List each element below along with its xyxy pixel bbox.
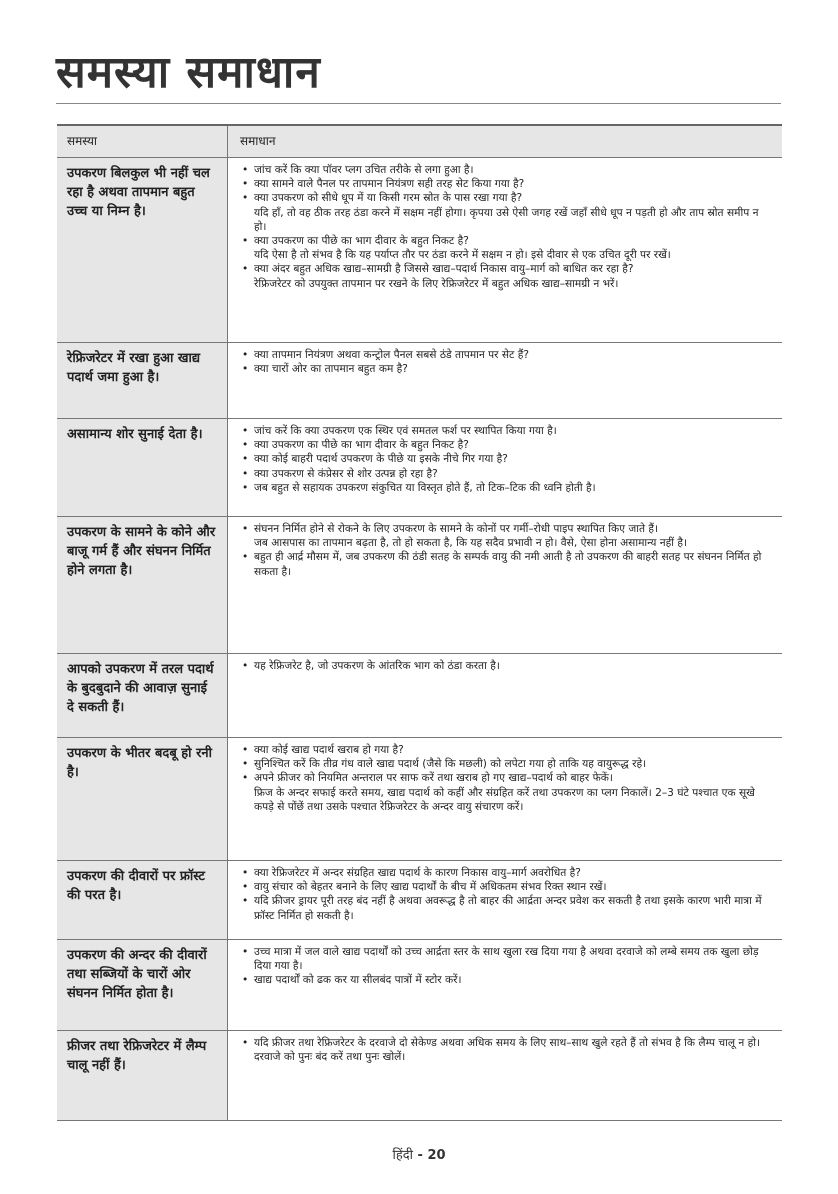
- solution-cell: [228, 517, 782, 653]
- solution-item: • क्या कोई खाद्य पदार्थ खराब हो गया है?: [240, 743, 772, 757]
- problem-cell: उपकरण बिलकुल भी नहीं चल रहा है अथवा तापमान बहुत उच्च या निम्न है।: [57, 158, 228, 342]
- solution-item: • क्या सामने वाले पैनल पर तापमान नियंत्रण सही तरह सेट किया गया है?: [240, 177, 772, 191]
- header-solution: समाधान: [228, 126, 782, 157]
- title-divider: [56, 103, 781, 104]
- solution-item: • क्या उपकरण से कंप्रेसर से शोर उत्पन्न हो रहा है?: [240, 467, 772, 481]
- solution-list: [240, 743, 772, 814]
- solution-cell: [228, 343, 782, 418]
- problem-cell: उपकरण की अन्दर की दीवारों तथा सब्जियों के चारों ओर संघनन निर्मित होता है।: [57, 940, 228, 1030]
- solution-list: [240, 866, 772, 923]
- solution-item: • यदि फ्रीजर ड्रायर पूरी तरह बंद नहीं है अथवा अवरूद्ध है तो बाहर की आर्द्रता अन्दर प्रवेश कर सकती है तथा इसके कारण भारी मात्रा में फ्रॉस्ट निर्मित हो सकती है।: [240, 894, 772, 922]
- table-row: [57, 738, 782, 861]
- solution-item: • यह रेफ्रिजरेट है, जो उपकरण के आंतरिक भाग को ठंडा करता है।: [240, 659, 772, 673]
- solution-item: • वायु संचार को बेहतर बनाने के लिए खाद्य पदार्थों के बीच में अधिकतम संभव रिक्त स्थान रखें।: [240, 880, 772, 894]
- problem-cell: असामान्य शोर सुनाई देता है।: [57, 419, 228, 516]
- solution-item: • खाद्य पदार्थों को ढक कर या सीलबंद पात्रों में स्टोर करें।: [240, 973, 772, 987]
- solution-cell: [228, 1031, 782, 1120]
- solution-cell: [228, 940, 782, 1030]
- page-footer: [0, 1145, 838, 1163]
- solution-detail: जब आसपास का तापमान बढ़ता है, तो हो सकता है, कि यह सदैव प्रभावी न हो। वैसे, ऐसा होना असामान्य नहीं है।: [254, 537, 688, 550]
- problem-cell: उपकरण की दीवारों पर फ्रॉस्ट की परत है।: [57, 861, 228, 939]
- solution-item: • यदि फ्रीजर तथा रेफ्रिजरेटर के दरवाजे दो सेकेण्ड अथवा अधिक समय के लिए साथ–साथ खुले रहते हैं तो संभव है कि लैम्प चालू न हो। दरवाजे को पुनः बंद करें तथा पुनः खोलें।: [240, 1036, 772, 1064]
- problem-cell: फ्रीजर तथा रेफ्रिजरेटर में लैम्प चालू नहीं हैं।: [57, 1031, 228, 1120]
- solution-list: [240, 659, 772, 673]
- solution-item: • क्या उपकरण का पीछे का भाग दीवार के बहुत निकट है? यदि ऐसा है तो संभव है कि यह पर्याप्त तौर पर ठंडा करने में सक्षम न हो। इसे दीवार से एक उचित दूरी पर रखें।: [240, 234, 772, 262]
- page-title: समस्या समाधान: [56, 47, 321, 98]
- table-row: [57, 654, 782, 738]
- table-row: [57, 940, 782, 1031]
- solution-detail: फ्रिज के अन्दर सफाई करते समय, खाद्य पदार्थ को कहीं और संग्रहित करें तथा उपकरण का प्लग निकालें। 2–3 घंटे पश्चात एक सूखे कपड़े से पोंछें तथा उसके पश्चात रेफ्रिजरेटर के अन्दर वायु संचारण करें।: [254, 786, 755, 813]
- solution-list: [240, 348, 772, 376]
- footer-language: हिंदी: [392, 1148, 413, 1163]
- solution-item: • अपने फ्रीजर को नियमित अन्तराल पर साफ करें तथा खराब हो गए खाद्य–पदार्थ को बाहर फेकें। फ्रिज के अन्दर सफाई करते समय, खाद्य पदार्थ को कहीं और संग्रहित करें तथा उपकरण का प्लग निकालें। 2–3 घंटे पश्चात एक सूखे कपड़े से पोंछें तथा उसके पश्चात रेफ्रिजरेटर के अन्दर वायु संचारण करें।: [240, 771, 772, 814]
- solution-list: [240, 163, 772, 291]
- solution-detail: यदि ऐसा है तो संभव है कि यह पर्याप्त तौर पर ठंडा करने में सक्षम न हो। इसे दीवार से एक उचित दूरी पर रखें।: [254, 249, 671, 262]
- table-row: [57, 419, 782, 517]
- solution-cell: [228, 738, 782, 860]
- problem-cell: आपको उपकरण में तरल पदार्थ के बुदबुदाने की आवाज़ सुनाई दे सकती हैं।: [57, 654, 228, 737]
- solution-list: [240, 1036, 772, 1064]
- table-row: [57, 343, 782, 419]
- solution-item: • क्या अंदर बहुत अधिक खाद्य–सामग्री है जिससे खाद्य–पदार्थ निकास वायु–मार्ग को बाधित कर रहा है? रेफ्रिजरेटर को उपयुक्त तापमान पर रखने के लिए रेफ्रिजरेटर में बहुत अधिक खाद्य–सामग्री न भरें।: [240, 262, 772, 290]
- solution-cell: [228, 861, 782, 939]
- table-row: [57, 158, 782, 343]
- table-row: [57, 861, 782, 940]
- page-number: 20: [427, 1148, 446, 1163]
- solution-item: • संघनन निर्मित होने से रोकने के लिए उपकरण के सामने के कोनों पर गर्मी–रोधी पाइप स्थापित किए जाते हैं। जब आसपास का तापमान बढ़ता है, तो हो सकता है, कि यह सदैव प्रभावी न हो। वैसे, ऐसा होना असामान्य नहीं है।: [240, 522, 772, 550]
- solution-item: • क्या उपकरण को सीधे धूप में या किसी गरम स्रोत के पास रखा गया है? यदि हाँ, तो वह ठीक तरह ठंडा करने में सक्षम नहीं होगा। कृपया उसे ऐसी जगह रखें जहाँ सीधे धूप न पड़ती हो और ताप स्रोत समीप न हो।: [240, 191, 772, 234]
- solution-item: • क्या रेफ्रिजरेटर में अन्दर संग्रहित खाद्य पदार्थ के कारण निकास वायु–मार्ग अवरोधित है?: [240, 866, 772, 880]
- solution-list: [240, 424, 772, 495]
- solution-item: • जब बहुत से सहायक उपकरण संकुचित या विस्तृत होते हैं, तो टिक–टिक की ध्वनि होती है।: [240, 481, 772, 495]
- table-row: [57, 517, 782, 654]
- solution-item: • क्या कोई बाहरी पदार्थ उपकरण के पीछे या इसके नीचे गिर गया है?: [240, 452, 772, 466]
- problem-cell: उपकरण के सामने के कोने और बाजू गर्म हैं और संघनन निर्मित होने लगता है।: [57, 517, 228, 653]
- solution-list: [240, 945, 772, 988]
- solution-cell: [228, 419, 782, 516]
- solution-item: • क्या तापमान नियंत्रण अथवा कन्ट्रोल पैनल सबसे ठंडे तापमान पर सेट हैं?: [240, 348, 772, 362]
- solution-item: • जांच करें कि क्या उपकरण एक स्थिर एवं समतल फर्श पर स्थापित किया गया है।: [240, 424, 772, 438]
- solution-item: • क्या उपकरण का पीछे का भाग दीवार के बहुत निकट है?: [240, 438, 772, 452]
- solution-item: • जांच करें कि क्या पॉवर प्लग उचित तरीके से लगा हुआ है।: [240, 163, 772, 177]
- solution-list: [240, 522, 772, 579]
- table-row: [57, 1031, 782, 1121]
- solution-detail: रेफ्रिजरेटर को उपयुक्त तापमान पर रखने के लिए रेफ्रिजरेटर में बहुत अधिक खाद्य–सामग्री न भरें।: [254, 277, 619, 290]
- troubleshooting-table: [57, 124, 782, 1121]
- problem-cell: उपकरण के भीतर बदबू हो रनी है।: [57, 738, 228, 860]
- footer-separator: -: [413, 1148, 428, 1163]
- solution-cell: [228, 158, 782, 342]
- table-header-row: [57, 126, 782, 158]
- solution-item: • सुनिश्चित करें कि तीव्र गंध वाले खाद्य पदार्थ (जैसे कि मछली) को लपेटा गया हो ताकि यह वायुरूद्ध रहे।: [240, 757, 772, 771]
- solution-detail: यदि हाँ, तो वह ठीक तरह ठंडा करने में सक्षम नहीं होगा। कृपया उसे ऐसी जगह रखें जहाँ सीधे धूप न पड़ती हो और ताप स्रोत समीप न हो।: [254, 206, 759, 233]
- solution-item: • बहुत ही आर्द्र मौसम में, जब उपकरण की ठंडी सतह के सम्पर्क वायु की नमी आती है तो उपकरण की बाहरी सतह पर संघनन निर्मित हो सकता है।: [240, 550, 772, 578]
- problem-cell: रेफ्रिजरेटर में रखा हुआ खाद्य पदार्थ जमा हुआ है।: [57, 343, 228, 418]
- solution-cell: [228, 654, 782, 737]
- solution-item: • उच्च मात्रा में जल वाले खाद्य पदार्थों को उच्च आर्द्रता स्तर के साथ खुला रख दिया गया है अथवा दरवाजे को लम्बे समय तक खुला छोड़ दिया गया है।: [240, 945, 772, 973]
- header-problem: समस्या: [57, 126, 228, 157]
- solution-item: • क्या चारों ओर का तापमान बहुत कम है?: [240, 362, 772, 376]
